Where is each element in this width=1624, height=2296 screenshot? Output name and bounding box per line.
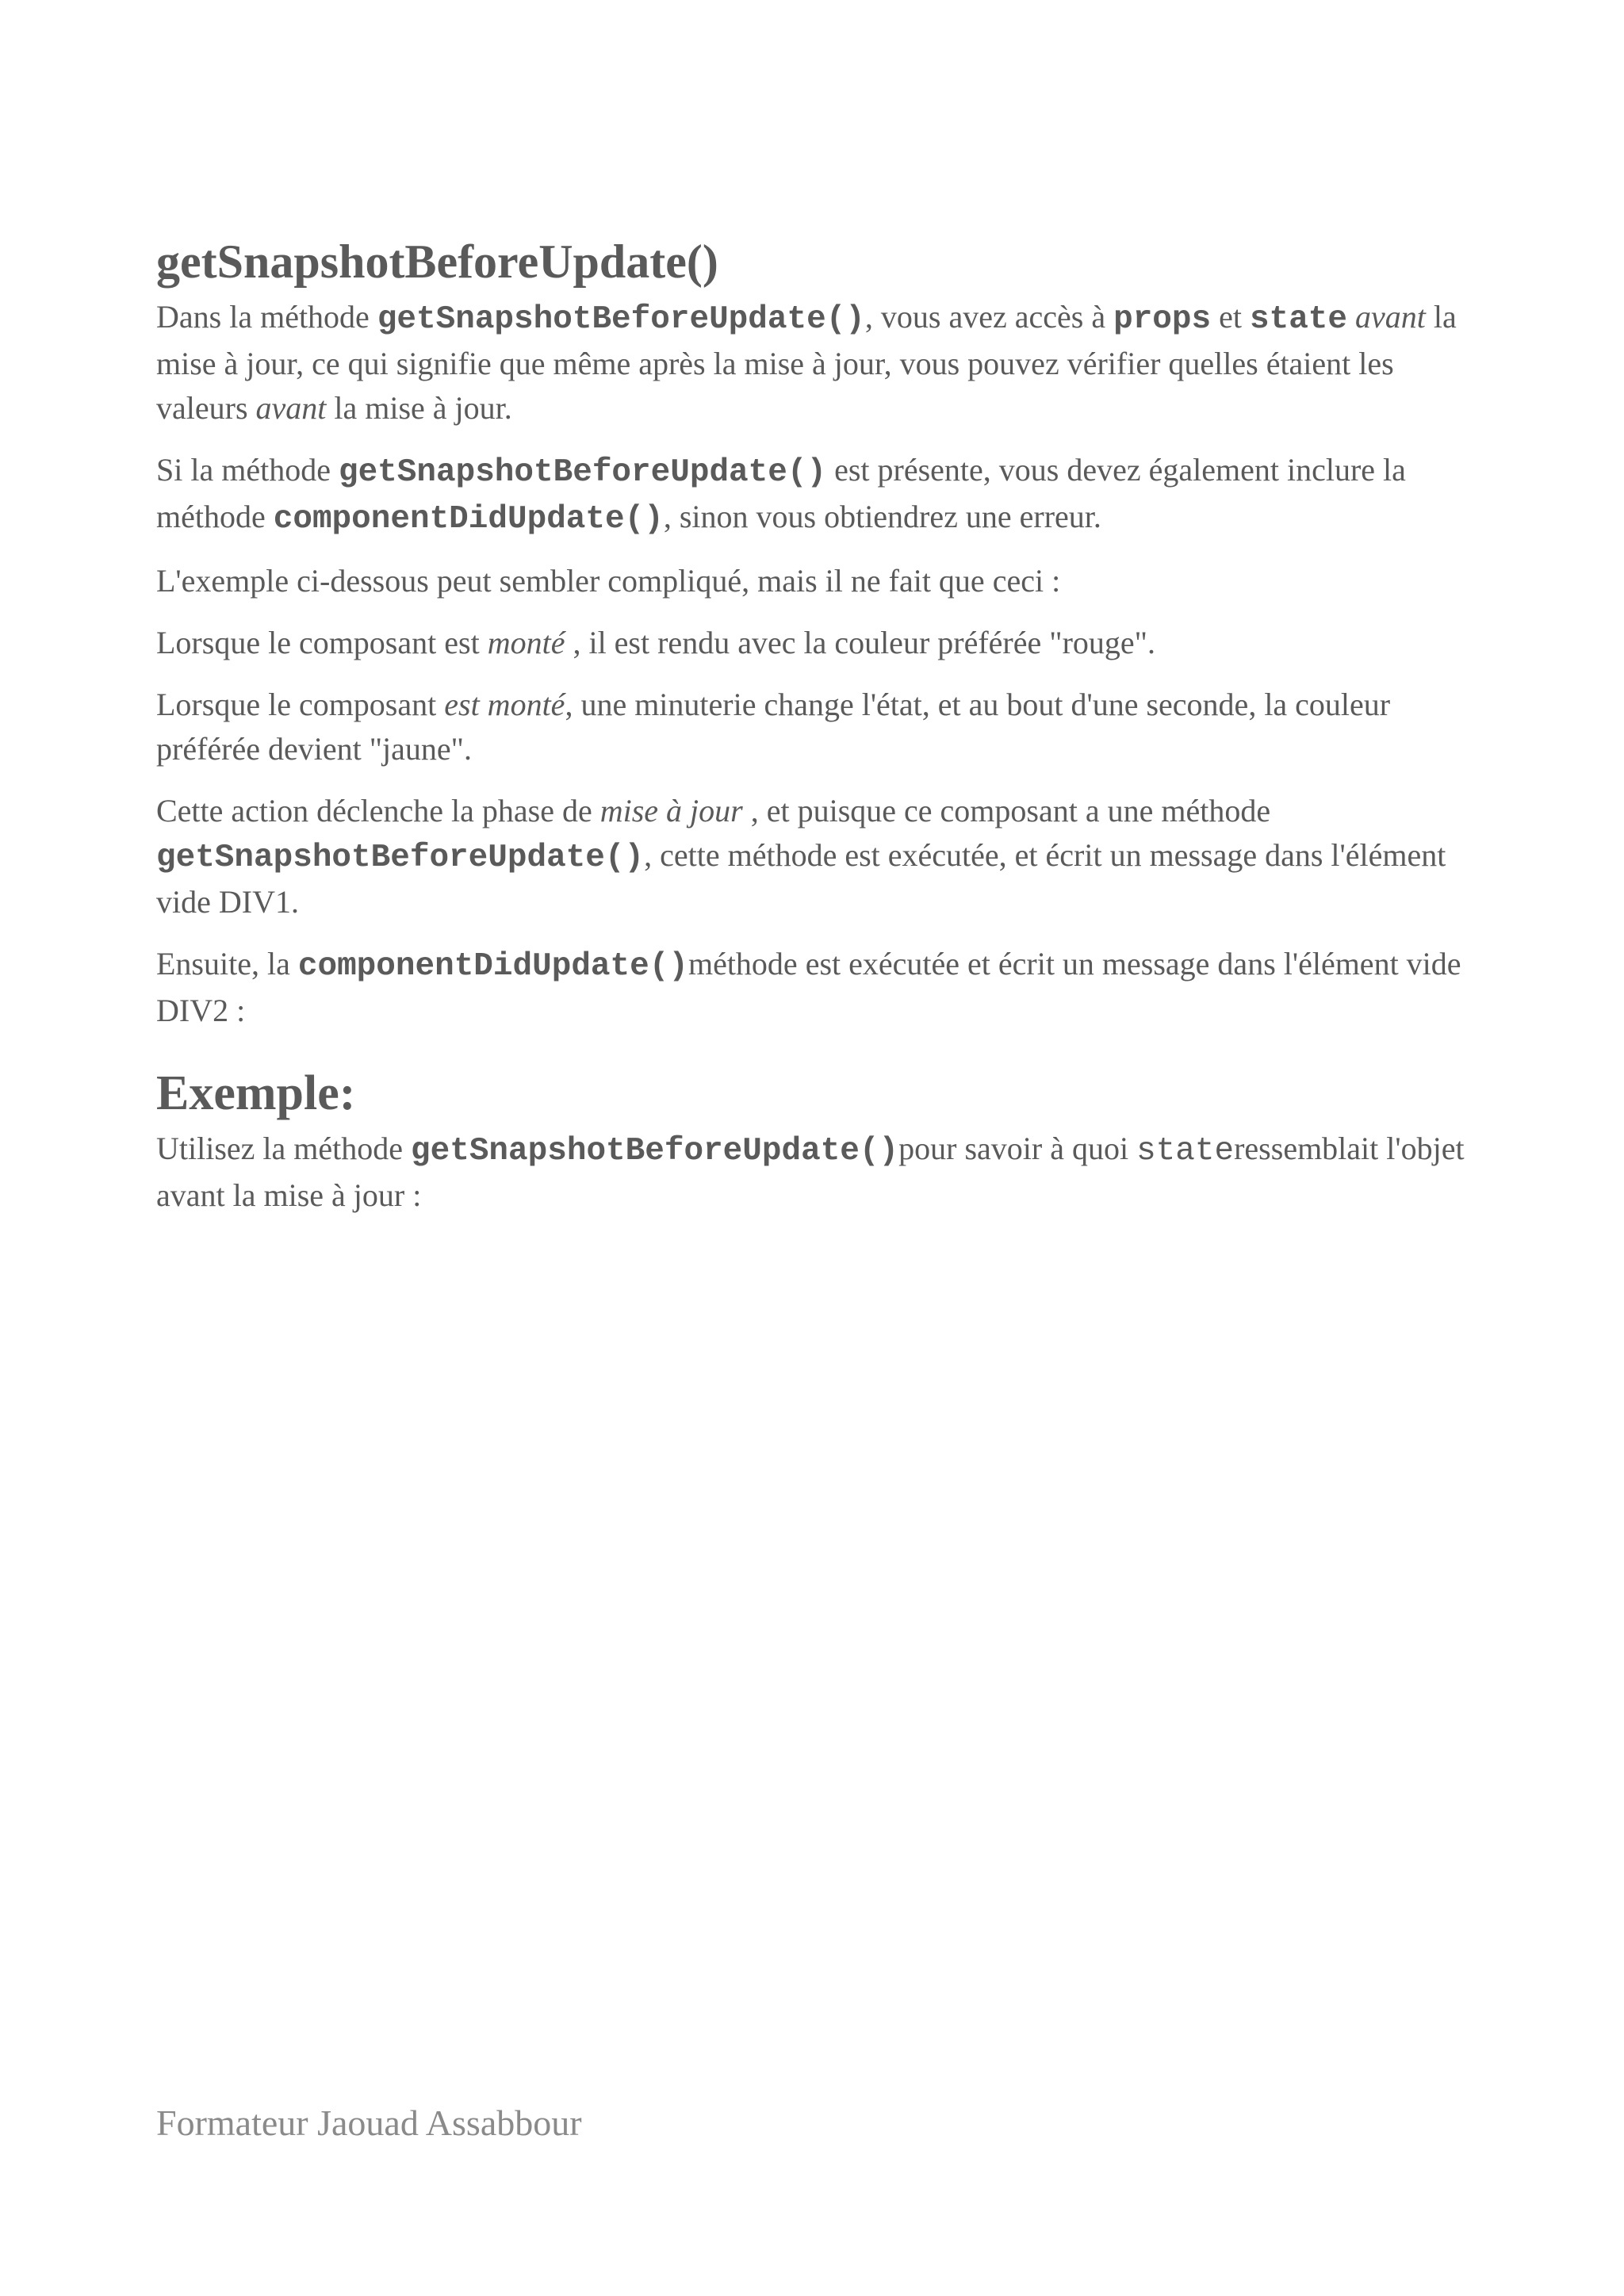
code-state: state: [1250, 301, 1348, 338]
paragraph-example-intro: L'exemple ci-dessous peut sembler compliqué, mais il ne fait que ceci :: [156, 563, 1061, 599]
code-getsnapshotbeforeupdate: getSnapshotBeforeUpdate(): [156, 840, 645, 876]
paragraph-mounted: Lorsque le composant est monté , il est rendu avec la couleur préférée "rouge".: [156, 625, 1155, 660]
paragraph-requirement: Si la méthode getSnapshotBeforeUpdate() est présente, vous devez également inclure la méthode componentDidUpdate(), sinon vous obtiendrez une erreur.: [156, 452, 1406, 538]
page-title: getSnapshotBeforeUpdate(): [156, 235, 718, 288]
paragraph-intro: Dans la méthode getSnapshotBeforeUpdate(), vous avez accès à props et state avant la mise à jour, ce qui signifie que même après la mise à jour, vous pouvez vérifier quelles étaient les valeurs avant la mise à jour.: [156, 299, 1457, 426]
document-body: [156, 230, 1488, 1235]
paragraph-update-phase: Cette action déclenche la phase de mise à jour , et puisque ce composant a une méthode getSnapshotBeforeUpdate(), cette méthode est exécutée, et écrit un message dans l'élément vide DIV1.: [156, 793, 1446, 920]
footer-author: Formateur Jaouad Assabbour: [156, 2103, 582, 2143]
code-getsnapshotbeforeupdate: getSnapshotBeforeUpdate(): [377, 301, 865, 338]
paragraph-didupdate: Ensuite, la componentDidUpdate()méthode est exécutée et écrit un message dans l'élément vide DIV2 :: [156, 946, 1461, 1028]
code-state: state: [1136, 1133, 1235, 1169]
paragraph-timer: Lorsque le composant est monté, une minuterie change l'état, et au bout d'une seconde, la couleur préférée devient "jaune".: [156, 687, 1391, 767]
code-getsnapshotbeforeupdate: getSnapshotBeforeUpdate(): [338, 454, 827, 491]
code-componentdidupdate: componentDidUpdate(): [297, 948, 688, 985]
paragraph-example: Utilisez la méthode getSnapshotBeforeUpdate()pour savoir à quoi stateressemblait l'objet avant la mise à jour :: [156, 1131, 1465, 1213]
code-componentdidupdate: componentDidUpdate(): [273, 501, 664, 538]
example-heading: Exemple:: [156, 1066, 356, 1120]
code-getsnapshotbeforeupdate: getSnapshotBeforeUpdate(): [411, 1133, 899, 1169]
code-props: props: [1113, 301, 1212, 338]
